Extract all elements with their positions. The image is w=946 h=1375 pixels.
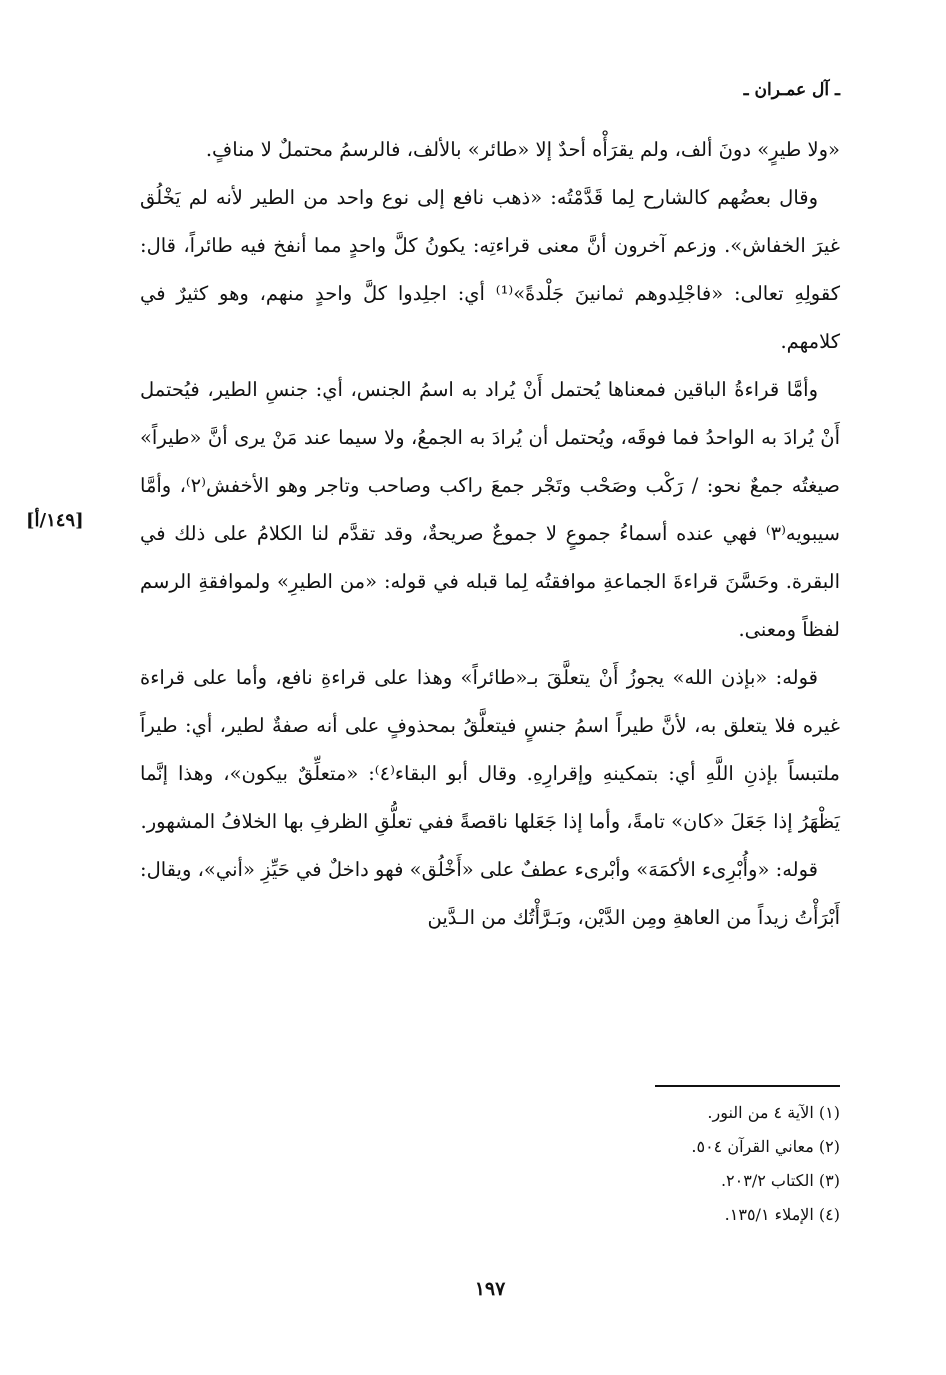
paragraph: وأمَّا قراءةُ الباقين فمعناها يُحتمل أَنْ يُراد به اسمُ الجنس، أي: جنسِ الطير، فيُحتمل أَنْ يُرادَ به الواحدُ فما فوقَه، ويُحتمل أن يُرادَ به الجمعُ، ولا سيما عند مَنْ يرى أنَّ «طيراً» صيغتُه جمعٌ نحو: / رَكْب وصَحْب وتَجْر جمعَ راكب وصاحب وتاجر وهو الأخفش⁽٢⁾، وأمَّا سيبويه⁽٣⁾ فهي عنده أسماءُ جموعٍ لا جموعٌ صريحةٌ، وقد تقدَّم لنا الكلامُ على ذلك في البقرة. وحَسَّنَ قراءةَ الجماعةِ موافقتُه لِما قبله في قوله: «من الطيرِ» ولموافقةِ الرسم لفظاً ومعنى. — [140, 378, 840, 641]
page-number: ١٩٧ — [474, 1278, 506, 1300]
footnote: (٢) معاني القرآن ٥٠٤. — [691, 1137, 840, 1156]
footnote-separator — [655, 1085, 840, 1087]
paragraph: قوله: «بإذن الله» يجوزُ أَنْ يتعلَّقَ بـ«طائراً» وهذا على قراءةِ نافع، وأما على قراءة غيره فلا يتعلق به، لأنَّ طيراً اسمُ جنسٍ فيتعلَّقُ بمحذوفٍ على أنه صفةٌ لطير، أي: طيراً ملتبساً بإذنِ اللَّهِ أي: بتمكينهِ وإقرارِهِ. وقال أبو البقاء⁽٤⁾: «متعلِّقٌ بيكون»، وهذا إنَّما يَظْهَرُ إذا جَعَلَ «كان» تامةً، وأما إذا جَعَلها ناقصةً ففي تعلُّقِ الظرفِ بها الخلافُ المشهور. — [140, 666, 840, 833]
paragraph: وقال بعضُهم كالشارح لِما قَدَّمْتُه: «ذهب نافع إلى نوع واحد من الطير لأنه لم يَخْلُق غيرَ الخفاش». وزعم آخرون أنَّ معنى قراءتِه: يكونُ كلَّ واحدٍ مما أنفخ فيه طائراً، قال: كقولِهِ تعالى: «فاجْلِدوهم ثمانينَ جَلْدةً»⁽¹⁾ أي: اجلِدوا كلَّ واحدٍ منهم، وهو كثيرٌ في كلامهم. — [140, 186, 840, 353]
paragraph: قوله: «وأُبْرِىء الأكمَهَ» وأبْرىء عطفٌ على «أَخْلُق» فهو داخلٌ في حَيِّزِ «أني»، ويقال: أَبْرَأْتُ زيداً من العاهةِ ومِن الدَّيْن، وبَـرَّأْتُك من الـدَّين — [140, 858, 840, 929]
main-text — [140, 126, 840, 942]
footnote: (٤) الإملاء ١٣٥/١. — [724, 1205, 840, 1224]
footnote: (١) الآية ٤ من النور. — [707, 1103, 840, 1122]
footnote: (٣) الكتاب ٢٠٣/٢. — [720, 1171, 840, 1190]
footnotes — [140, 1096, 840, 1232]
paragraph: «ولا طيرٍ» دونَ ألف، ولم يقرَأْه أحدٌ إلا «طائر» بالألف، فالرسمُ محتملٌ لا منافٍ. — [205, 138, 840, 161]
book-page — [140, 0, 840, 1375]
running-header: ـ آل عمـران ـ — [743, 80, 840, 100]
margin-reference: [١٤٩/أ] — [26, 510, 84, 531]
